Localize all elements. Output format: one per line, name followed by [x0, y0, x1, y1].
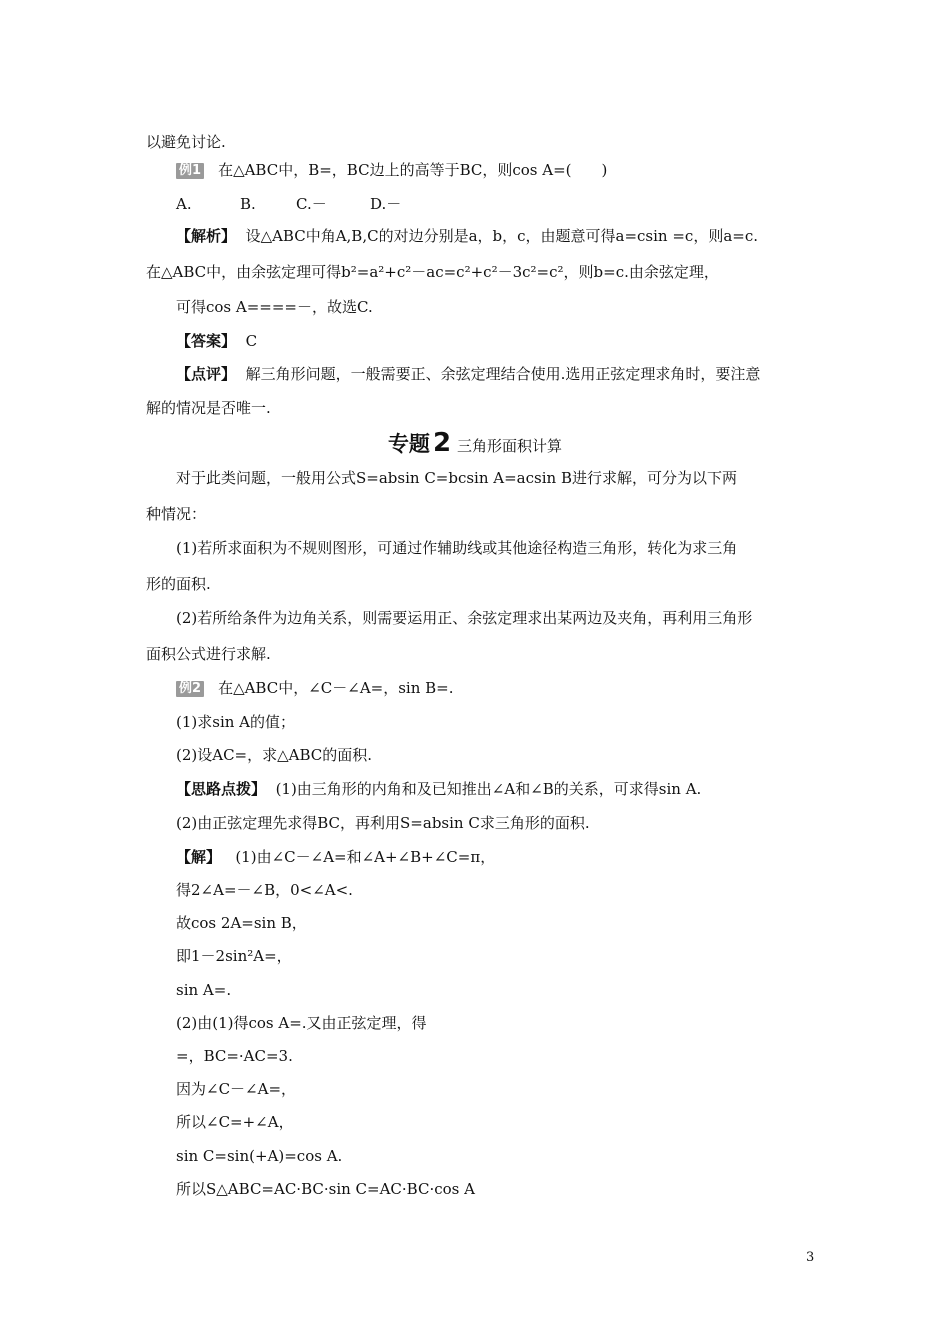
- solution-line: 得2∠A=－∠B，0<∠A<.: [176, 881, 353, 899]
- topic2-case2-line1: (2)若所给条件为边角关系，则需要运用正、余弦定理求出某两边及夹角，再利用三角形: [176, 609, 753, 627]
- intro-tail: 以避免讨论.: [146, 133, 226, 151]
- example2-badge: 例2: [176, 681, 204, 697]
- solution-line: 故cos 2A=sin B，: [176, 914, 307, 932]
- page-number: 3: [806, 1250, 815, 1265]
- option-b: B.: [240, 195, 256, 213]
- topic2-intro-line2: 种情况：: [146, 505, 207, 523]
- example2-solution-row: [176, 847, 495, 867]
- topic2-case1-line2: 形的面积.: [146, 575, 211, 593]
- answer-label: 【答案】: [176, 332, 237, 350]
- topic2-number: 2: [432, 428, 452, 458]
- hint-label: 【思路点拨】: [176, 780, 267, 798]
- comment-line2: 解的情况是否唯一.: [146, 399, 271, 417]
- example2-q2: (2)设AC=，求△ABC的面积.: [176, 746, 373, 764]
- example2-stem-row: [176, 678, 454, 698]
- hint-line1: (1)由三角形的内角和及已知推出∠A和∠B的关系，可求得sin A.: [275, 780, 702, 798]
- solution-line: (2)由(1)得cos A=.又由正弦定理，得: [176, 1014, 427, 1032]
- option-c: C.－: [296, 195, 327, 213]
- solution-line: sin C=sin(+A)=cos A.: [176, 1147, 343, 1165]
- solution-line: 所以S△ABC=AC·BC·sin C=AC·BC·cos A: [176, 1180, 475, 1198]
- analysis-label: 【解析】: [176, 227, 237, 245]
- example1-options: [176, 194, 401, 214]
- option-a: A.: [176, 195, 192, 213]
- solution-label: 【解】: [176, 848, 222, 866]
- solution-line: 所以∠C=+∠A，: [176, 1113, 294, 1131]
- hint-line2: (2)由正弦定理先求得BC，再利用S=absin C求三角形的面积.: [176, 814, 590, 832]
- comment-line1: 解三角形问题，一般需要正、余弦定理结合使用.选用正弦定理求角时，要注意: [245, 365, 761, 383]
- example2-stem: 在△ABC中，∠C－∠A=，sin B=.: [218, 679, 454, 697]
- solution-line: 因为∠C－∠A=，: [176, 1080, 297, 1098]
- topic2-heading: [0, 428, 950, 458]
- topic2-intro-line1: 对于此类问题，一般用公式S=absin C=bcsin A=acsin B进行求解，可分为以下两: [176, 469, 737, 487]
- analysis-line1: 设△ABC中角A,B,C的对边分别是a，b，c，由题意可得a=csin =c，则a=c.: [245, 227, 759, 245]
- example1-answer-row: [176, 331, 257, 351]
- example2-q1: (1)求sin A的值；: [176, 713, 296, 731]
- example1-stem: 在△ABC中，B=，BC边上的高等于BC，则cos A=( ): [218, 161, 608, 179]
- topic2-case2-line2: 面积公式进行求解.: [146, 645, 271, 663]
- option-d: D.－: [370, 195, 402, 213]
- topic2-subtitle: 三角形面积计算: [457, 437, 563, 455]
- topic2-title: 专题: [387, 432, 430, 456]
- example1-stem-row: [176, 160, 607, 180]
- analysis-line3: 可得cos A====－，故选C.: [176, 298, 373, 316]
- example1-badge: 例1: [176, 163, 204, 179]
- topic2-case1-line1: (1)若所求面积为不规则图形，可通过作辅助线或其他途径构造三角形，转化为求三角: [176, 539, 738, 557]
- solution-line: =，BC=·AC=3.: [176, 1047, 293, 1065]
- example1-comment-row: [176, 364, 760, 384]
- comment-label: 【点评】: [176, 365, 237, 383]
- solution-line: 即1－2sin²A=，: [176, 947, 292, 965]
- example1-analysis-row: [176, 226, 758, 246]
- answer-value: C: [245, 332, 258, 350]
- example2-hint-row: [176, 779, 701, 799]
- solution-line: sin A=.: [176, 981, 232, 999]
- solution-line: (1)由∠C－∠A=和∠A+∠B+∠C=π，: [235, 848, 496, 866]
- analysis-line2: 在△ABC中，由余弦定理可得b²=a²+c²－ac=c²+c²－3c²=c²，则b=c.由余弦定理，: [146, 263, 719, 281]
